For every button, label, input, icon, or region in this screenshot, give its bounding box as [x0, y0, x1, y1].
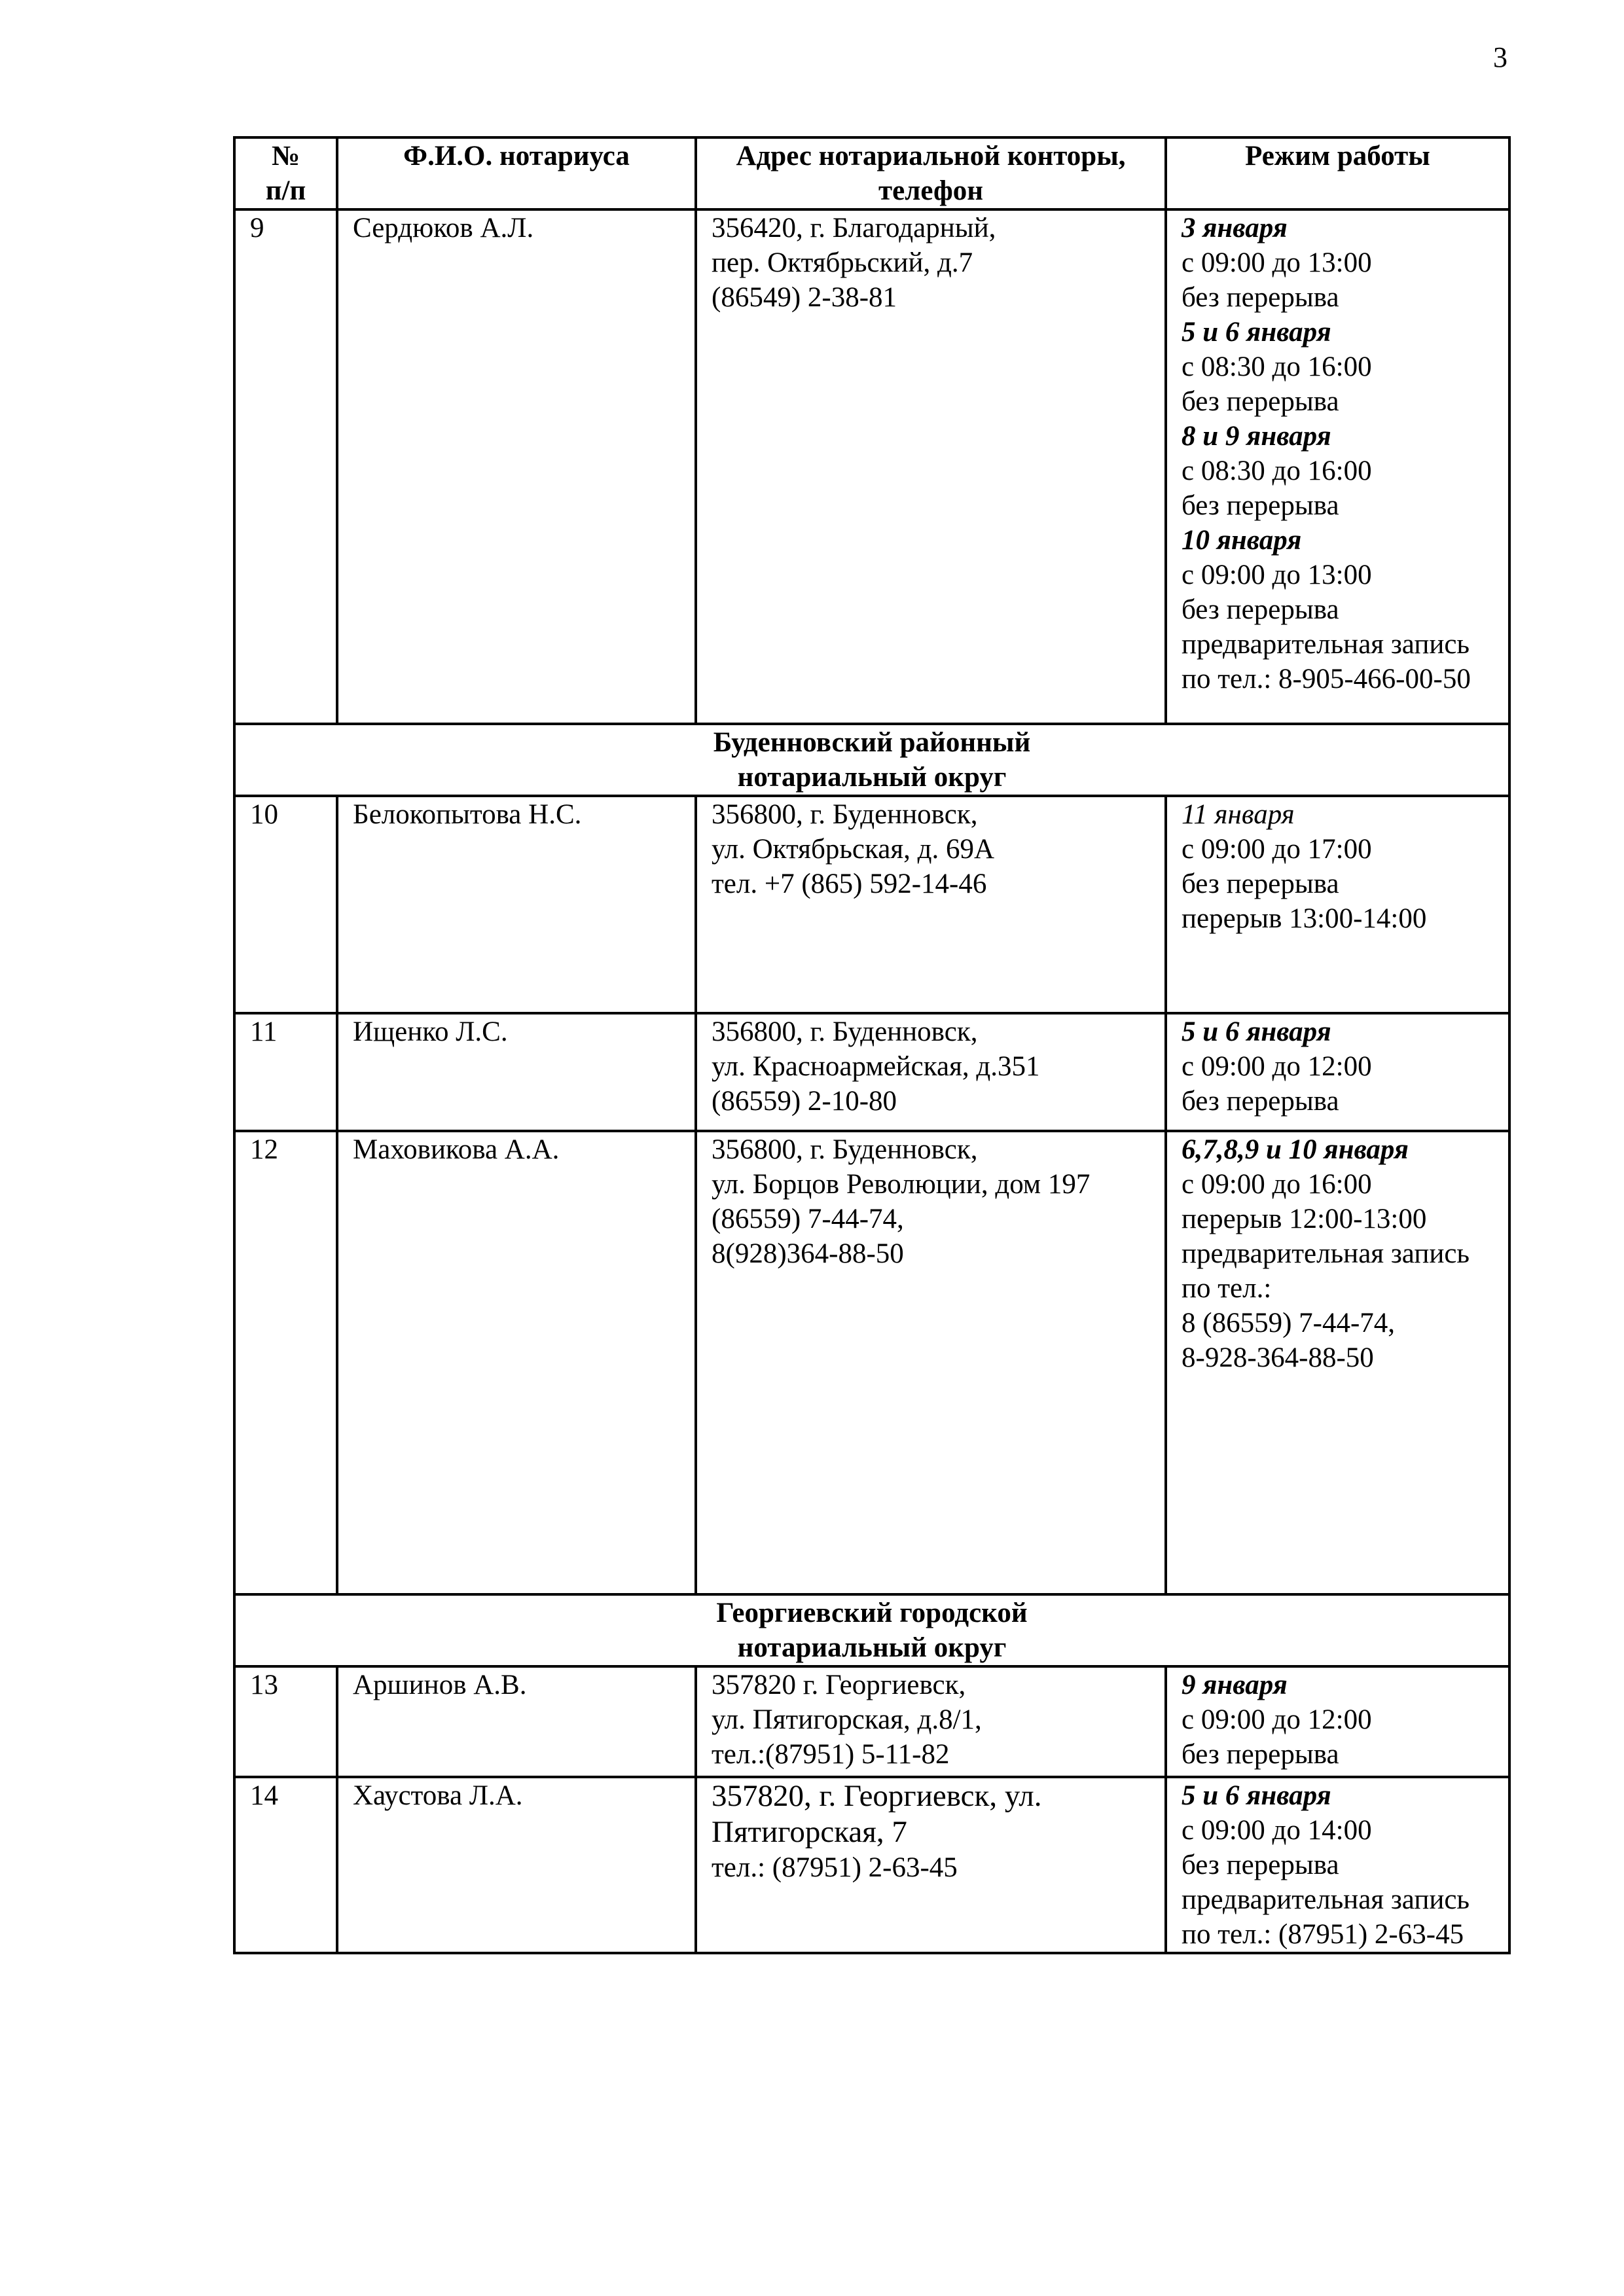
section-header-row [234, 724, 1509, 796]
notary-name: Белокопытова Н.С. [337, 796, 696, 1013]
work-schedule [1166, 209, 1509, 724]
table-row [234, 796, 1509, 1013]
schedule-break: без перерыва [1182, 282, 1339, 313]
work-schedule [1166, 796, 1509, 1013]
header-address-line1: Адрес нотариальной конторы, [736, 141, 1126, 171]
work-schedule [1166, 1131, 1509, 1594]
address-line: ул. Октябрьская, д. 69А [712, 834, 995, 865]
schedule-phone: 8-928-364-88-50 [1182, 1342, 1374, 1373]
schedule-date: 8 и 9 января [1182, 421, 1331, 452]
schedule-date: 10 января [1182, 525, 1302, 556]
work-schedule [1166, 1013, 1509, 1131]
phone-line: (86549) 2-38-81 [712, 282, 897, 313]
address-line: пер. Октябрьский, д.7 [712, 247, 973, 278]
address-line: 357820, г. Георгиевск, ул. [712, 1779, 1042, 1813]
notary-address [696, 1013, 1166, 1131]
notary-address [696, 1666, 1166, 1777]
schedule-date: 5 и 6 января [1182, 317, 1331, 348]
notary-name: Сердюков А.Л. [337, 209, 696, 724]
notary-name: Хаустова Л.А. [337, 1777, 696, 1953]
schedule-phone: по тел.: (87951) 2-63-45 [1182, 1919, 1464, 1950]
notary-address [696, 1777, 1166, 1953]
section-header-row [234, 1594, 1509, 1666]
table-header-row [234, 137, 1509, 209]
schedule-break: без перерыва [1182, 869, 1339, 899]
schedule-hours: с 09:00 до 12:00 [1182, 1704, 1372, 1735]
schedule-note: предварительная запись [1182, 629, 1470, 660]
schedule-note: предварительная запись [1182, 1238, 1470, 1269]
schedule-note: предварительная запись [1182, 1884, 1470, 1915]
row-number: 9 [234, 209, 337, 724]
schedule-hours: с 09:00 до 16:00 [1182, 1169, 1372, 1200]
schedule-break: без перерыва [1182, 594, 1339, 625]
schedule-hours: с 08:30 до 16:00 [1182, 351, 1372, 382]
section-title [234, 724, 1509, 796]
section-title-line2: нотариальный округ [737, 1632, 1007, 1663]
phone-line: тел.:(87951) 5-11-82 [712, 1739, 950, 1770]
schedule-date: 5 и 6 января [1182, 1016, 1331, 1047]
schedule-date: 3 января [1182, 213, 1288, 243]
table-row [234, 1131, 1509, 1594]
address-line: 356800, г. Буденновск, [712, 1134, 978, 1165]
header-number-abbr: п/п [265, 175, 306, 206]
address-line: 357820 г. Георгиевск, [712, 1670, 966, 1700]
notary-name: Ищенко Л.С. [337, 1013, 696, 1131]
row-number: 13 [234, 1666, 337, 1777]
notary-name: Маховикова А.А. [337, 1131, 696, 1594]
row-number: 11 [234, 1013, 337, 1131]
work-schedule [1166, 1777, 1509, 1953]
table-row [234, 209, 1509, 724]
schedule-phone: по тел.: 8-905-466-00-50 [1182, 664, 1471, 694]
header-schedule [1166, 137, 1509, 209]
address-line: ул. Пятигорская, д.8/1, [712, 1704, 982, 1735]
notary-address [696, 796, 1166, 1013]
address-line: 356800, г. Буденновск, [712, 1016, 978, 1047]
section-title-line1: Буденновский районный [713, 727, 1031, 758]
schedule-break: без перерыва [1182, 1739, 1339, 1770]
schedule-break: без перерыва [1182, 1086, 1339, 1117]
notary-address [696, 1131, 1166, 1594]
schedule-phone: 8 (86559) 7-44-74, [1182, 1308, 1396, 1338]
table-row [234, 1013, 1509, 1131]
table-row [234, 1666, 1509, 1777]
header-name-label: Ф.И.О. нотариуса [403, 141, 630, 171]
schedule-break: перерыв 12:00-13:00 [1182, 1204, 1427, 1234]
notary-address [696, 209, 1166, 724]
section-title-line1: Георгиевский городской [716, 1598, 1028, 1628]
schedule-date: 6,7,8,9 и 10 января [1182, 1134, 1409, 1165]
schedule-break: без перерыва [1182, 1850, 1339, 1880]
schedule-hours: с 09:00 до 13:00 [1182, 247, 1372, 278]
phone-line: тел.: (87951) 2-63-45 [712, 1852, 958, 1883]
header-number-symbol: № [271, 141, 300, 171]
notary-schedule-table [233, 136, 1511, 1954]
header-number [234, 137, 337, 209]
phone-line: (86559) 2-10-80 [712, 1086, 897, 1117]
schedule-hours: с 09:00 до 14:00 [1182, 1815, 1372, 1846]
schedule-break: без перерыва [1182, 490, 1339, 521]
section-title-line2: нотариальный округ [737, 762, 1007, 793]
header-name [337, 137, 696, 209]
schedule-hours: с 08:30 до 16:00 [1182, 456, 1372, 486]
schedule-date: 11 января [1182, 799, 1295, 830]
section-title [234, 1594, 1509, 1666]
notary-name: Аршинов А.В. [337, 1666, 696, 1777]
table-row [234, 1777, 1509, 1953]
schedule-date: 5 и 6 января [1182, 1780, 1331, 1811]
schedule-date: 9 января [1182, 1670, 1288, 1700]
row-number: 12 [234, 1131, 337, 1594]
schedule-hours: с 09:00 до 17:00 [1182, 834, 1372, 865]
header-address-line2: телефон [878, 175, 983, 206]
page-number: 3 [1493, 41, 1507, 73]
row-number: 14 [234, 1777, 337, 1953]
address-line: ул. Борцов Революции, дом 197 [712, 1169, 1091, 1200]
phone-line: тел. +7 (865) 592-14-46 [712, 869, 987, 899]
address-line: Пятигорская, 7 [712, 1815, 907, 1849]
address-line: 356420, г. Благодарный, [712, 213, 996, 243]
header-schedule-label: Режим работы [1245, 141, 1430, 171]
address-line: 356800, г. Буденновск, [712, 799, 978, 830]
schedule-hours: с 09:00 до 13:00 [1182, 560, 1372, 590]
phone-line: (86559) 7-44-74, [712, 1204, 904, 1234]
work-schedule [1166, 1666, 1509, 1777]
schedule-hours: с 09:00 до 12:00 [1182, 1051, 1372, 1082]
row-number: 10 [234, 796, 337, 1013]
header-address [696, 137, 1166, 209]
schedule-break: без перерыва [1182, 386, 1339, 417]
schedule-break: перерыв 13:00-14:00 [1182, 903, 1427, 934]
address-line: ул. Красноармейская, д.351 [712, 1051, 1040, 1082]
schedule-note: по тел.: [1182, 1273, 1272, 1304]
phone-line: 8(928)364-88-50 [712, 1238, 904, 1269]
